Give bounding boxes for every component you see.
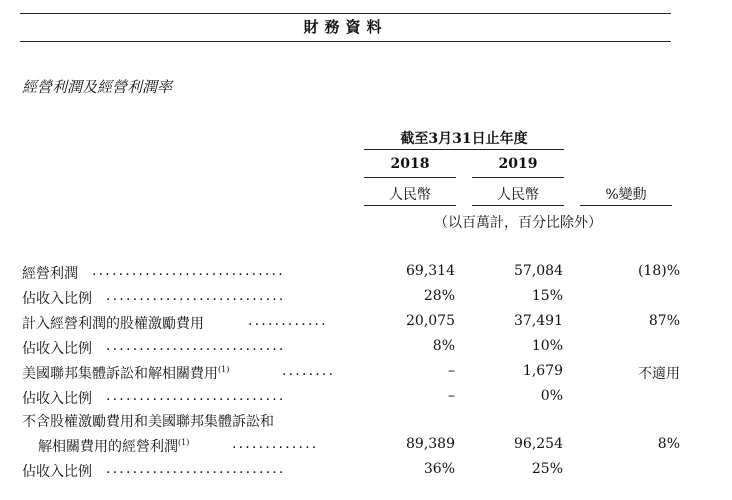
unit-note: （以百萬計，百分比除外） xyxy=(434,215,602,231)
value-change: 8% xyxy=(657,436,680,452)
currency-2018-rule xyxy=(364,205,456,206)
row-label: 佔收入比例 xyxy=(22,464,92,480)
value-2019: 37,491 xyxy=(514,313,563,329)
row-label xyxy=(38,436,189,456)
table-row xyxy=(0,436,732,460)
row-label-text: 解相關費用的經營利潤 xyxy=(38,439,178,455)
section-title: 財務資料 xyxy=(303,18,388,36)
value-2018: – xyxy=(448,363,455,379)
subheading: 經營利潤及經營利潤率 xyxy=(22,78,173,96)
year-2018-rule xyxy=(364,177,456,178)
leader-dots: ........ xyxy=(282,363,336,379)
value-2019: 57,084 xyxy=(514,263,563,279)
row-label xyxy=(22,363,229,383)
leader-dots: ............................. xyxy=(92,263,285,279)
footnote-marker: (1) xyxy=(218,365,230,374)
value-2019: 15% xyxy=(531,288,563,304)
leader-dots: ........................... xyxy=(106,388,286,404)
footnote-marker: (1) xyxy=(178,438,190,447)
leader-dots: ............. xyxy=(232,436,319,452)
value-2019: 1,679 xyxy=(522,363,563,379)
value-2019: 96,254 xyxy=(514,436,563,452)
value-2019: 25% xyxy=(531,461,563,477)
value-change: (18)% xyxy=(637,263,680,279)
value-2018: 8% xyxy=(432,338,455,354)
value-2018: 36% xyxy=(423,461,455,477)
row-label: 計入經營利潤的股權激勵費用 xyxy=(22,316,204,332)
currency-2019-rule xyxy=(472,205,564,206)
title-top-rule xyxy=(20,13,671,14)
year-2019-rule xyxy=(472,177,564,178)
value-change: 不適用 xyxy=(638,366,680,382)
currency-2019: 人民幣 xyxy=(497,187,539,203)
value-2019: 10% xyxy=(531,338,563,354)
leader-dots: ........................... xyxy=(106,288,286,304)
table-row xyxy=(0,313,732,337)
year-2018: 2018 xyxy=(390,156,430,172)
table-row xyxy=(0,461,732,485)
table-row xyxy=(0,388,732,412)
change-header: %變動 xyxy=(605,187,647,203)
value-2018: 69,314 xyxy=(406,263,455,279)
row-label: 不含股權激勵費用和美國聯邦集體訴訟和 xyxy=(22,414,274,430)
table-row xyxy=(0,338,732,362)
leader-dots: ........................... xyxy=(106,338,286,354)
row-label: 佔收入比例 xyxy=(22,391,92,407)
row-label: 佔收入比例 xyxy=(22,291,92,307)
title-bottom-rule xyxy=(20,41,671,42)
period-header: 截至3月31日止年度 xyxy=(400,131,528,147)
value-change: 87% xyxy=(648,313,680,329)
row-label: 佔收入比例 xyxy=(22,341,92,357)
period-header-rule xyxy=(364,149,564,150)
year-2019: 2019 xyxy=(498,156,538,172)
value-2018: 28% xyxy=(423,288,455,304)
value-2019: 0% xyxy=(540,388,563,404)
value-2018: – xyxy=(448,388,455,404)
row-label: 經營利潤 xyxy=(22,266,78,282)
row-label-text: 美國聯邦集體訴訟和解相關費用 xyxy=(22,366,218,382)
leader-dots: ............ xyxy=(248,313,328,329)
value-2018: 89,389 xyxy=(406,436,455,452)
value-2018: 20,075 xyxy=(406,313,455,329)
change-header-rule xyxy=(580,205,672,206)
table-row xyxy=(0,363,732,387)
table-row xyxy=(0,263,732,287)
currency-2018: 人民幣 xyxy=(389,187,431,203)
table-row xyxy=(0,411,732,435)
leader-dots: ........................... xyxy=(106,461,286,477)
table-row xyxy=(0,288,732,312)
